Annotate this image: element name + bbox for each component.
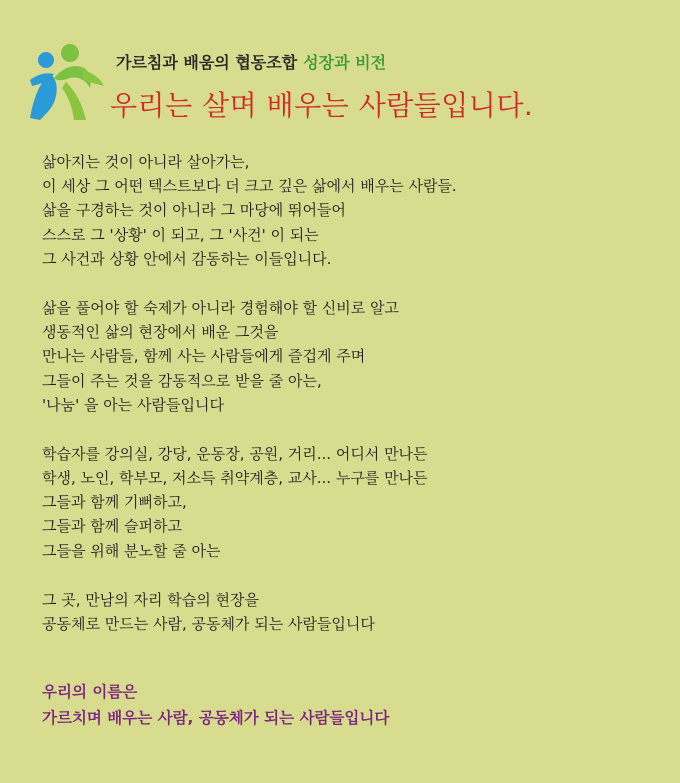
- text-line: 스스로 그 '상황' 이 되고, 그 '사건' 이 되는: [42, 225, 319, 244]
- paragraph-1: [42, 150, 662, 271]
- text-line: 그 곳, 만남의 자리 학습의 현장을: [42, 590, 259, 609]
- subtitle-text: 가르침과 배움의 협동조합: [116, 53, 298, 72]
- text-line: 학생, 노인, 학부모, 저소득 취약계층, 교사... 누구를 만나든: [42, 469, 428, 488]
- text-line: 공동체로 만드는 사람, 공동체가 되는 사람들입니다: [42, 615, 375, 633]
- text-line: 삶아지는 것이 아니라 살아가는,: [42, 153, 250, 171]
- text-line: 생동적인 삶의 현장에서 배운 그것을: [42, 323, 279, 342]
- paragraph-2: [42, 296, 662, 417]
- closing-line-2: 가르치며 배우는 사람, 공동체가 되는 사람들입니다: [42, 709, 390, 727]
- text-line: 그들을 위해 분노할 줄 아는: [42, 541, 221, 560]
- text-line: 만나는 사람들, 함께 사는 사람들에게 즐겁게 주며: [42, 347, 366, 366]
- two-figures-logo-icon: [26, 40, 108, 124]
- page-title: 우리는 살며 배우는 사람들입니다.: [110, 89, 534, 122]
- text-line: 그 사건과 상황 안에서 감동하는 이들입니다.: [42, 249, 332, 268]
- text-line: 그들과 함께 기뻐하고,: [42, 493, 187, 512]
- subtitle-accent: 성장과 비전: [303, 53, 387, 72]
- text-line: 그들이 주는 것을 감동적으로 받을 줄 아는,: [42, 371, 322, 390]
- text-line: '나눔' 을 아는 사람들입니다: [42, 395, 224, 414]
- header: [26, 36, 666, 126]
- header-subtitle: [116, 50, 386, 73]
- closing-line-1: 우리의 이름은: [42, 683, 138, 701]
- text-line: 삶을 풀어야 할 숙제가 아니라 경험해야 할 신비로 알고: [42, 298, 399, 317]
- text-line: 이 세상 그 어떤 텍스트보다 더 크고 깊은 삶에서 배우는 사람들.: [42, 177, 457, 196]
- paragraph-3: [42, 442, 662, 563]
- body-text: [42, 150, 662, 661]
- text-line: 삶을 구경하는 것이 아니라 그 마당에 뛰어들어: [42, 201, 346, 220]
- text-line: 학습자를 강의실, 강당, 운동장, 공원, 거리... 어디서 만나든: [42, 444, 428, 463]
- text-line: 그들과 함께 슬퍼하고: [42, 517, 182, 536]
- closing-statement: [42, 679, 662, 731]
- paragraph-4: [42, 588, 662, 636]
